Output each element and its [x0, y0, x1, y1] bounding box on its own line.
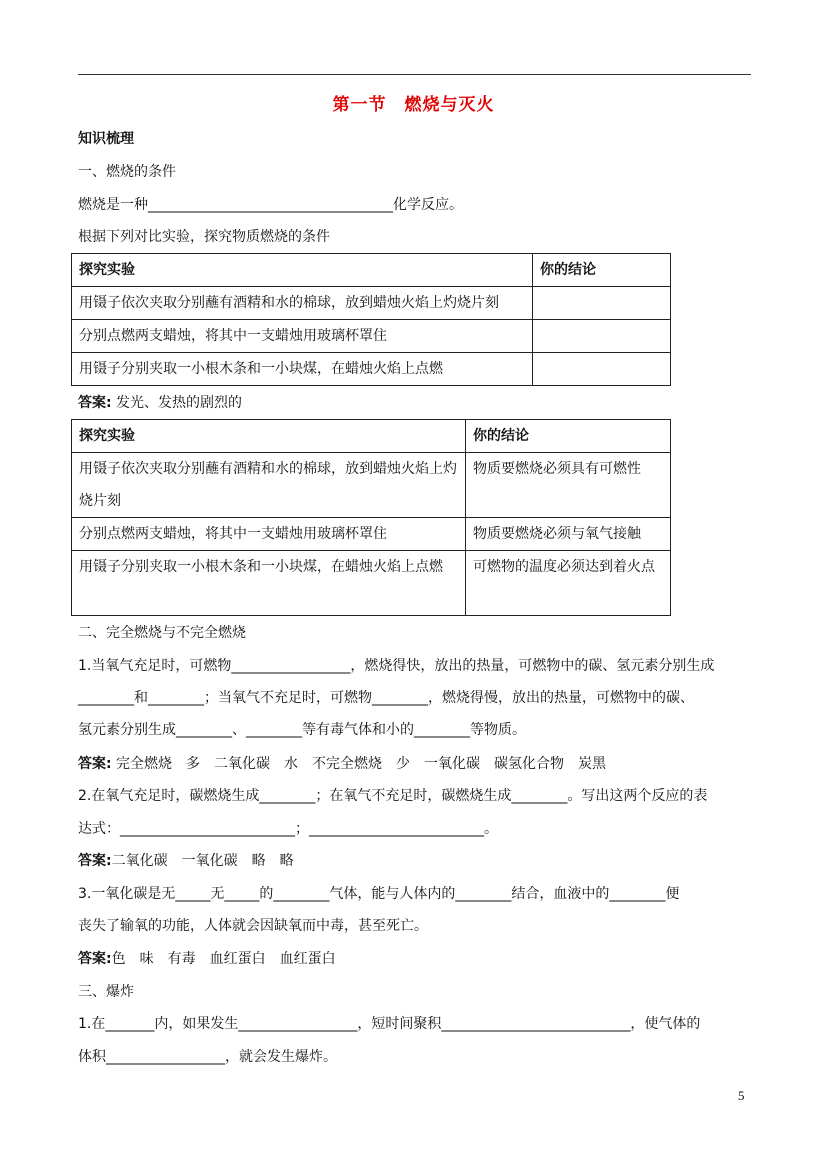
answer-label: 答案: [78, 395, 112, 411]
table-row [72, 420, 671, 453]
answer-label: 答案: [78, 951, 112, 967]
table-header-cell: 探究实验 [72, 420, 466, 453]
section-heading: 知识梳理 [78, 131, 134, 147]
header-rule [78, 74, 751, 75]
table-row [72, 353, 671, 386]
table-cell: 用镊子依次夹取分别蘸有酒精和水的棉球，放到蜡烛火焰上灼烧片刻 [72, 287, 533, 320]
section-1-title: 一、燃烧的条件 [78, 164, 176, 180]
answer-line [78, 851, 758, 871]
experiment-table [71, 253, 671, 386]
table-row [72, 518, 671, 551]
question-3-line: 丧失了输氧的功能，人体就会因缺氧而中毒，甚至死亡。 [78, 918, 428, 934]
table-row [72, 254, 671, 287]
answer-text: 色 味 有毒 血红蛋白 血红蛋白 [111, 951, 336, 967]
question-3-line: 3.一氧化碳是无_____无_____的________气体，能与人体内的________结合，血液中的________便 [78, 886, 680, 902]
table-header-cell: 探究实验 [72, 254, 533, 287]
table-row [72, 551, 671, 616]
answer-line [78, 393, 758, 413]
question-1-line: ________和________；当氧气不充足时，可燃物________，燃烧得慢，放出的热量，可燃物中的碳、 [78, 690, 694, 706]
question-1-line: 1.当氧气充足时，可燃物_________________，燃烧得快，放出的热量，可燃物中的碳、氢元素分别生成 [78, 658, 715, 674]
table-cell [533, 353, 671, 386]
table-row [72, 453, 671, 518]
question-1-line: 氢元素分别生成________、________等有毒气体和小的________等物质。 [78, 722, 526, 738]
answer-label: 答案: [78, 853, 112, 869]
table-cell: 分别点燃两支蜡烛，将其中一支蜡烛用玻璃杯罩住 [72, 320, 533, 353]
answer-text: 完全燃烧 多 二氧化碳 水 不完全燃烧 少 一氧化碳 碳氢化合物 炭黑 [111, 756, 607, 772]
table-cell [533, 320, 671, 353]
question-2-line: 达式：_________________________；_________________________。 [78, 821, 498, 837]
answer-text: 发光、发热的剧烈的 [111, 395, 243, 411]
table-cell [533, 287, 671, 320]
page-number: 5 [738, 1088, 745, 1103]
table-cell: 可燃物的温度必须达到着火点 [466, 551, 671, 616]
table-cell: 分别点燃两支蜡烛，将其中一支蜡烛用玻璃杯罩住 [72, 518, 466, 551]
table-row [72, 287, 671, 320]
section-3-title: 三、爆炸 [78, 984, 134, 1000]
table-cell: 用镊子分别夹取一小根木条和一小块煤，在蜡烛火焰上点燃 [72, 551, 466, 616]
section-3-question-line: 1.在_______内，如果发生_________________，短时间聚积___________________________，使气体的 [78, 1016, 701, 1032]
table-header-cell: 你的结论 [533, 254, 671, 287]
table-cell: 用镊子依次夹取分别蘸有酒精和水的棉球，放到蜡烛火焰上灼烧片刻 [72, 453, 466, 518]
section-3-question-line: 体积_________________，就会发生爆炸。 [78, 1049, 337, 1065]
answer-line [78, 754, 758, 774]
answer-text: 二氧化碳 一氧化碳 略 略 [111, 853, 294, 869]
table-cell: 物质要燃烧必须与氧气接触 [466, 518, 671, 551]
table-cell: 用镊子分别夹取一小根木条和一小块煤，在蜡烛火焰上点燃 [72, 353, 533, 386]
table-cell: 物质要燃烧必须具有可燃性 [466, 453, 671, 518]
section-1-intro: 根据下列对比实验，探究物质燃烧的条件 [78, 229, 330, 245]
answer-label: 答案: [78, 756, 112, 772]
answer-table [71, 419, 671, 616]
page-title: 第一节 燃烧与灭火 [332, 95, 495, 115]
table-row [72, 320, 671, 353]
question-2-line: 2.在氧气充足时，碳燃烧生成________；在氧气不充足时，碳燃烧生成________。写出这两个反应的表 [78, 788, 708, 804]
section-2-title: 二、完全燃烧与不完全燃烧 [78, 625, 246, 641]
section-1-fill-blank: 燃烧是一种___________________________________化学反应。 [78, 197, 463, 213]
answer-line [78, 949, 758, 969]
table-header-cell: 你的结论 [466, 420, 671, 453]
